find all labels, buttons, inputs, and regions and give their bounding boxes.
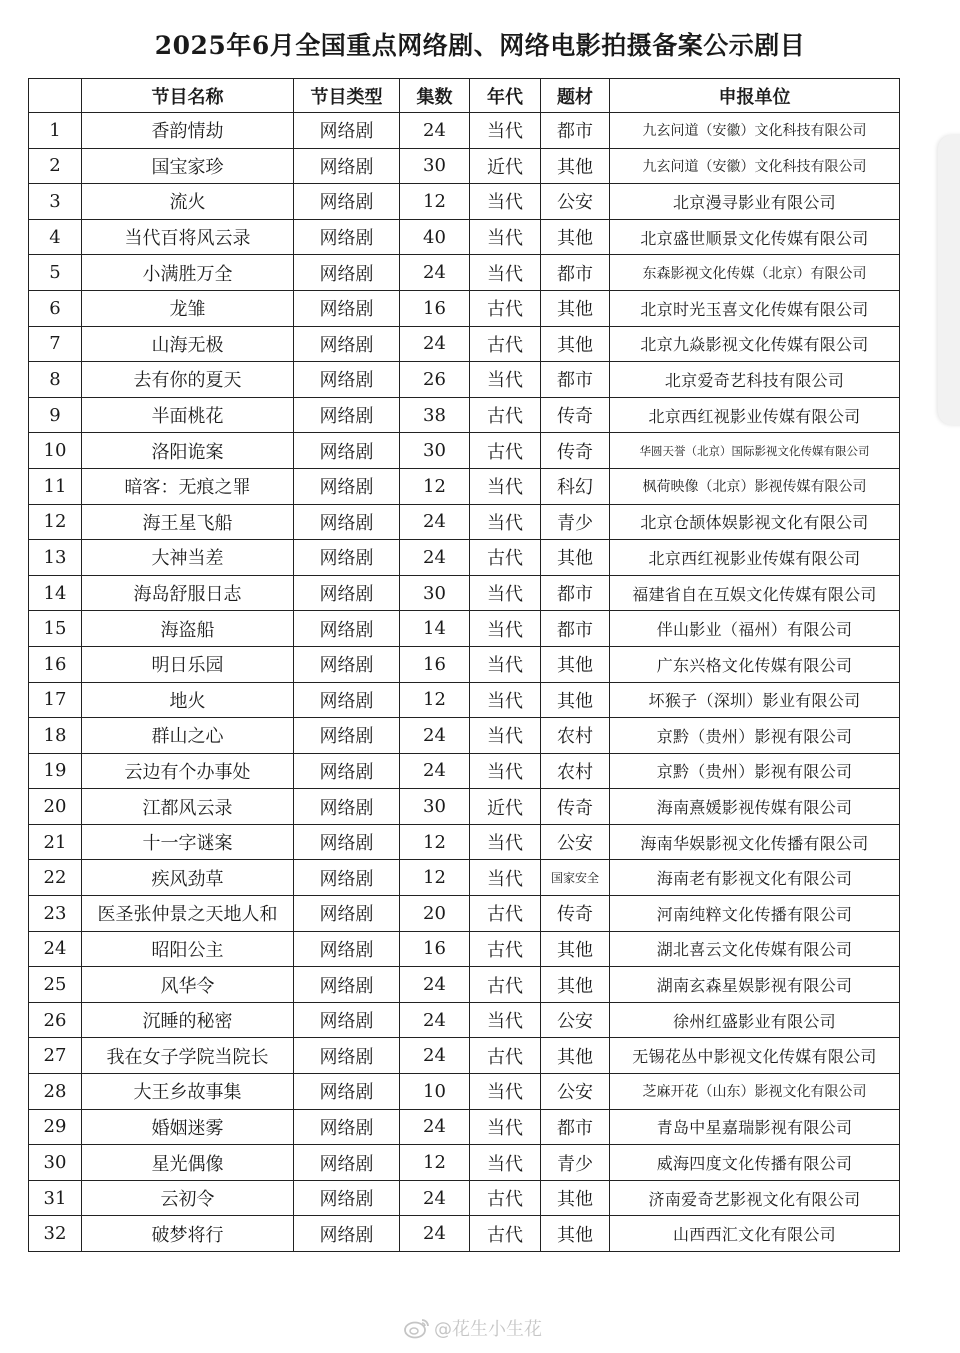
table-row: [29, 789, 900, 825]
era: 当代: [470, 646, 541, 682]
theme: 其他: [541, 219, 610, 255]
episode-count: 12: [400, 824, 470, 860]
era: 古代: [470, 540, 541, 576]
row-number: 13: [29, 540, 82, 576]
era: 当代: [470, 362, 541, 398]
theme: 传奇: [541, 789, 610, 825]
row-number: 1: [29, 113, 82, 149]
era: 古代: [470, 397, 541, 433]
program-name: 江都风云录: [82, 789, 294, 825]
applicant-unit: 东森影视文化传媒（北京）有限公司: [610, 255, 900, 291]
row-number: 26: [29, 1002, 82, 1038]
applicant-unit: 威海四度文化传播有限公司: [610, 1145, 900, 1181]
applicant-unit: 北京漫寻影业有限公司: [610, 184, 900, 220]
episode-count: 30: [400, 433, 470, 469]
era: 当代: [470, 219, 541, 255]
weibo-logo-icon: [404, 1317, 430, 1339]
table-row: [29, 896, 900, 932]
program-name: 沉睡的秘密: [82, 1002, 294, 1038]
table-row: [29, 931, 900, 967]
episode-count: 16: [400, 646, 470, 682]
program-name: 疾风劲草: [82, 860, 294, 896]
theme: 科幻: [541, 468, 610, 504]
theme: 公安: [541, 824, 610, 860]
theme: 都市: [541, 113, 610, 149]
program-type: 网络剧: [294, 1002, 400, 1038]
table-row: [29, 646, 900, 682]
era: 当代: [470, 1109, 541, 1145]
episode-count: 24: [400, 113, 470, 149]
applicant-unit: 枫荷映像（北京）影视传媒有限公司: [610, 468, 900, 504]
table-row: [29, 682, 900, 718]
episode-count: 10: [400, 1074, 470, 1110]
applicant-unit: 徐州红盛影业有限公司: [610, 1002, 900, 1038]
header-program-name: 节目名称: [82, 79, 294, 113]
program-name: 风华令: [82, 967, 294, 1003]
theme: 农村: [541, 718, 610, 754]
theme: 其他: [541, 148, 610, 184]
program-name: 小满胜万全: [82, 255, 294, 291]
row-number: 6: [29, 290, 82, 326]
theme: 公安: [541, 1002, 610, 1038]
episode-count: 24: [400, 1109, 470, 1145]
table-row: [29, 1180, 900, 1216]
applicant-unit: 湖南玄森星娱影视有限公司: [610, 967, 900, 1003]
row-number: 23: [29, 896, 82, 932]
era: 古代: [470, 896, 541, 932]
program-name: 国宝家珍: [82, 148, 294, 184]
episode-count: 30: [400, 575, 470, 611]
applicant-unit: 坏猴子（深圳）影业有限公司: [610, 682, 900, 718]
row-number: 32: [29, 1216, 82, 1252]
table-row: [29, 362, 900, 398]
era: 当代: [470, 575, 541, 611]
table-row: [29, 1145, 900, 1181]
applicant-unit: 华圆天誉（北京）国际影视文化传媒有限公司: [610, 433, 900, 469]
program-name: 大王乡故事集: [82, 1074, 294, 1110]
row-number: 10: [29, 433, 82, 469]
era: 当代: [470, 255, 541, 291]
row-number: 15: [29, 611, 82, 647]
program-name: 暗客：无痕之罪: [82, 468, 294, 504]
table-row: [29, 326, 900, 362]
episode-count: 24: [400, 718, 470, 754]
episode-count: 24: [400, 255, 470, 291]
program-name: 医圣张仲景之天地人和: [82, 896, 294, 932]
era: 古代: [470, 326, 541, 362]
applicant-unit: 海南老有影视文化有限公司: [610, 860, 900, 896]
program-name: 婚姻迷雾: [82, 1109, 294, 1145]
theme: 都市: [541, 611, 610, 647]
applicant-unit: 青岛中星嘉瑞影视有限公司: [610, 1109, 900, 1145]
episode-count: 26: [400, 362, 470, 398]
theme: 其他: [541, 931, 610, 967]
table-row: [29, 504, 900, 540]
episode-count: 12: [400, 682, 470, 718]
theme: 其他: [541, 646, 610, 682]
episode-count: 16: [400, 931, 470, 967]
theme: 公安: [541, 184, 610, 220]
program-type: 网络剧: [294, 184, 400, 220]
era: 古代: [470, 931, 541, 967]
theme: 其他: [541, 326, 610, 362]
era: 当代: [470, 468, 541, 504]
era: 古代: [470, 967, 541, 1003]
theme: 传奇: [541, 896, 610, 932]
page-title: 2025年6月全国重点网络剧、网络电影拍摄备案公示剧目: [154, 31, 806, 60]
era: 近代: [470, 789, 541, 825]
program-type: 网络剧: [294, 1038, 400, 1074]
era: 当代: [470, 1074, 541, 1110]
era: 当代: [470, 860, 541, 896]
table-row: [29, 1216, 900, 1252]
row-number: 20: [29, 789, 82, 825]
header-no: [29, 79, 82, 113]
row-number: 11: [29, 468, 82, 504]
episode-count: 12: [400, 468, 470, 504]
watermark: [404, 1315, 542, 1341]
row-number: 22: [29, 860, 82, 896]
table-row: [29, 113, 900, 149]
program-name: 地火: [82, 682, 294, 718]
episode-count: 30: [400, 148, 470, 184]
header-theme: 题材: [541, 79, 610, 113]
applicant-unit: 福建省自在互娱文化传媒有限公司: [610, 575, 900, 611]
era: 当代: [470, 682, 541, 718]
episode-count: 24: [400, 1038, 470, 1074]
episode-count: 40: [400, 219, 470, 255]
table-row: [29, 184, 900, 220]
row-number: 3: [29, 184, 82, 220]
program-type: 网络剧: [294, 1074, 400, 1110]
episode-count: 16: [400, 290, 470, 326]
program-name: 群山之心: [82, 718, 294, 754]
table-row: [29, 1109, 900, 1145]
episode-count: 24: [400, 967, 470, 1003]
episode-count: 12: [400, 184, 470, 220]
program-type: 网络剧: [294, 148, 400, 184]
applicant-unit: 海南熹媛影视传媒有限公司: [610, 789, 900, 825]
era: 当代: [470, 184, 541, 220]
program-type: 网络剧: [294, 1109, 400, 1145]
table-row: [29, 824, 900, 860]
row-number: 21: [29, 824, 82, 860]
applicant-unit: 伴山影业（福州）有限公司: [610, 611, 900, 647]
episode-count: 24: [400, 504, 470, 540]
program-type: 网络剧: [294, 219, 400, 255]
program-type: 网络剧: [294, 255, 400, 291]
applicant-unit: 九玄问道（安徽）文化科技有限公司: [610, 113, 900, 149]
program-type: 网络剧: [294, 967, 400, 1003]
row-number: 31: [29, 1180, 82, 1216]
applicant-unit: 海南华娱影视文化传播有限公司: [610, 824, 900, 860]
applicant-unit: 济南爱奇艺影视文化有限公司: [610, 1180, 900, 1216]
applicant-unit: 北京西红视影业传媒有限公司: [610, 397, 900, 433]
table-row: [29, 397, 900, 433]
table-row: [29, 468, 900, 504]
program-name: 云边有个办事处: [82, 753, 294, 789]
row-number: 9: [29, 397, 82, 433]
program-name: 去有你的夏天: [82, 362, 294, 398]
program-type: 网络剧: [294, 896, 400, 932]
episode-count: 20: [400, 896, 470, 932]
table-row: [29, 718, 900, 754]
table-row: [29, 860, 900, 896]
episode-count: 12: [400, 860, 470, 896]
theme: 青少: [541, 1145, 610, 1181]
header-applicant: 申报单位: [610, 79, 900, 113]
theme: 都市: [541, 255, 610, 291]
row-number: 8: [29, 362, 82, 398]
table-row: [29, 967, 900, 1003]
table-row: [29, 255, 900, 291]
theme: 公安: [541, 1074, 610, 1110]
row-number: 4: [29, 219, 82, 255]
program-name: 当代百将风云录: [82, 219, 294, 255]
program-name: 十一字谜案: [82, 824, 294, 860]
table-row: [29, 219, 900, 255]
row-number: 2: [29, 148, 82, 184]
program-name: 香韵情劫: [82, 113, 294, 149]
applicant-unit: 京黔（贵州）影视有限公司: [610, 718, 900, 754]
theme: 都市: [541, 1109, 610, 1145]
table-row: [29, 540, 900, 576]
theme: 国家安全: [541, 860, 610, 896]
theme: 其他: [541, 967, 610, 1003]
applicant-unit: 北京爱奇艺科技有限公司: [610, 362, 900, 398]
row-number: 24: [29, 931, 82, 967]
row-number: 19: [29, 753, 82, 789]
program-type: 网络剧: [294, 433, 400, 469]
applicant-unit: 北京九焱影视文化传媒有限公司: [610, 326, 900, 362]
program-type: 网络剧: [294, 504, 400, 540]
row-number: 27: [29, 1038, 82, 1074]
episode-count: 24: [400, 1180, 470, 1216]
header-era: 年代: [470, 79, 541, 113]
applicant-unit: 广东兴格文化传媒有限公司: [610, 646, 900, 682]
era: 古代: [470, 1180, 541, 1216]
theme: 其他: [541, 290, 610, 326]
program-name: 昭阳公主: [82, 931, 294, 967]
program-name: 山海无极: [82, 326, 294, 362]
program-type: 网络剧: [294, 753, 400, 789]
program-type: 网络剧: [294, 575, 400, 611]
applicant-unit: 九玄问道（安徽）文化科技有限公司: [610, 148, 900, 184]
side-scroll-tab[interactable]: [938, 135, 960, 425]
header-program-type: 节目类型: [294, 79, 400, 113]
watermark-text: @花生小生花: [434, 1319, 542, 1340]
era: 当代: [470, 1145, 541, 1181]
program-name: 海王星飞船: [82, 504, 294, 540]
applicant-unit: 无锡花丛中影视文化传媒有限公司: [610, 1038, 900, 1074]
era: 古代: [470, 1038, 541, 1074]
program-type: 网络剧: [294, 362, 400, 398]
row-number: 17: [29, 682, 82, 718]
theme: 传奇: [541, 433, 610, 469]
applicant-unit: 北京仓颉体娱影视文化有限公司: [610, 504, 900, 540]
episode-count: 12: [400, 1145, 470, 1181]
program-type: 网络剧: [294, 824, 400, 860]
era: 当代: [470, 504, 541, 540]
applicant-unit: 京黔（贵州）影视有限公司: [610, 753, 900, 789]
row-number: 7: [29, 326, 82, 362]
table-row: [29, 575, 900, 611]
row-number: 12: [29, 504, 82, 540]
theme: 都市: [541, 362, 610, 398]
program-name: 破梦将行: [82, 1216, 294, 1252]
theme: 青少: [541, 504, 610, 540]
row-number: 28: [29, 1074, 82, 1110]
program-name: 我在女子学院当院长: [82, 1038, 294, 1074]
program-type: 网络剧: [294, 718, 400, 754]
theme: 都市: [541, 575, 610, 611]
episode-count: 14: [400, 611, 470, 647]
program-type: 网络剧: [294, 931, 400, 967]
row-number: 18: [29, 718, 82, 754]
row-number: 16: [29, 646, 82, 682]
program-type: 网络剧: [294, 1216, 400, 1252]
program-type: 网络剧: [294, 540, 400, 576]
row-number: 30: [29, 1145, 82, 1181]
applicant-unit: 芝麻开花（山东）影视文化有限公司: [610, 1074, 900, 1110]
table-row: [29, 1038, 900, 1074]
program-type: 网络剧: [294, 789, 400, 825]
program-type: 网络剧: [294, 1145, 400, 1181]
program-name: 明日乐园: [82, 646, 294, 682]
header-episodes: 集数: [400, 79, 470, 113]
era: 当代: [470, 1002, 541, 1038]
era: 当代: [470, 824, 541, 860]
program-type: 网络剧: [294, 611, 400, 647]
table-header-row: [29, 79, 900, 113]
program-name: 星光偶像: [82, 1145, 294, 1181]
episode-count: 24: [400, 1002, 470, 1038]
program-type: 网络剧: [294, 468, 400, 504]
program-name: 海岛舒服日志: [82, 575, 294, 611]
table-row: [29, 433, 900, 469]
applicant-unit: 湖北喜云文化传媒有限公司: [610, 931, 900, 967]
program-name: 海盗船: [82, 611, 294, 647]
row-number: 5: [29, 255, 82, 291]
row-number: 14: [29, 575, 82, 611]
program-type: 网络剧: [294, 1180, 400, 1216]
applicant-unit: 北京西红视影业传媒有限公司: [610, 540, 900, 576]
program-type: 网络剧: [294, 113, 400, 149]
applicant-unit: 山西西汇文化有限公司: [610, 1216, 900, 1252]
era: 古代: [470, 290, 541, 326]
program-name: 半面桃花: [82, 397, 294, 433]
program-name: 云初令: [82, 1180, 294, 1216]
episode-count: 24: [400, 326, 470, 362]
program-name: 洛阳诡案: [82, 433, 294, 469]
theme: 其他: [541, 1038, 610, 1074]
program-type: 网络剧: [294, 860, 400, 896]
program-type: 网络剧: [294, 682, 400, 718]
episode-count: 24: [400, 540, 470, 576]
era: 当代: [470, 611, 541, 647]
episode-count: 30: [400, 789, 470, 825]
program-name: 大神当差: [82, 540, 294, 576]
row-number: 29: [29, 1109, 82, 1145]
table-row: [29, 753, 900, 789]
program-type: 网络剧: [294, 397, 400, 433]
table-row: [29, 148, 900, 184]
program-type: 网络剧: [294, 326, 400, 362]
episode-count: 24: [400, 753, 470, 789]
program-name: 龙雏: [82, 290, 294, 326]
era: 当代: [470, 753, 541, 789]
filing-table: [28, 78, 900, 1252]
episode-count: 24: [400, 1216, 470, 1252]
theme: 其他: [541, 540, 610, 576]
era: 近代: [470, 148, 541, 184]
program-type: 网络剧: [294, 646, 400, 682]
era: 当代: [470, 113, 541, 149]
era: 当代: [470, 718, 541, 754]
theme: 其他: [541, 682, 610, 718]
theme: 农村: [541, 753, 610, 789]
program-name: 流火: [82, 184, 294, 220]
episode-count: 38: [400, 397, 470, 433]
theme: 其他: [541, 1180, 610, 1216]
program-type: 网络剧: [294, 290, 400, 326]
applicant-unit: 北京时光玉喜文化传媒有限公司: [610, 290, 900, 326]
row-number: 25: [29, 967, 82, 1003]
theme: 其他: [541, 1216, 610, 1252]
theme: 传奇: [541, 397, 610, 433]
applicant-unit: 河南纯粹文化传播有限公司: [610, 896, 900, 932]
era: 古代: [470, 433, 541, 469]
table-row: [29, 611, 900, 647]
applicant-unit: 北京盛世顺景文化传媒有限公司: [610, 219, 900, 255]
table-row: [29, 1002, 900, 1038]
table-row: [29, 290, 900, 326]
era: 古代: [470, 1216, 541, 1252]
table-row: [29, 1074, 900, 1110]
